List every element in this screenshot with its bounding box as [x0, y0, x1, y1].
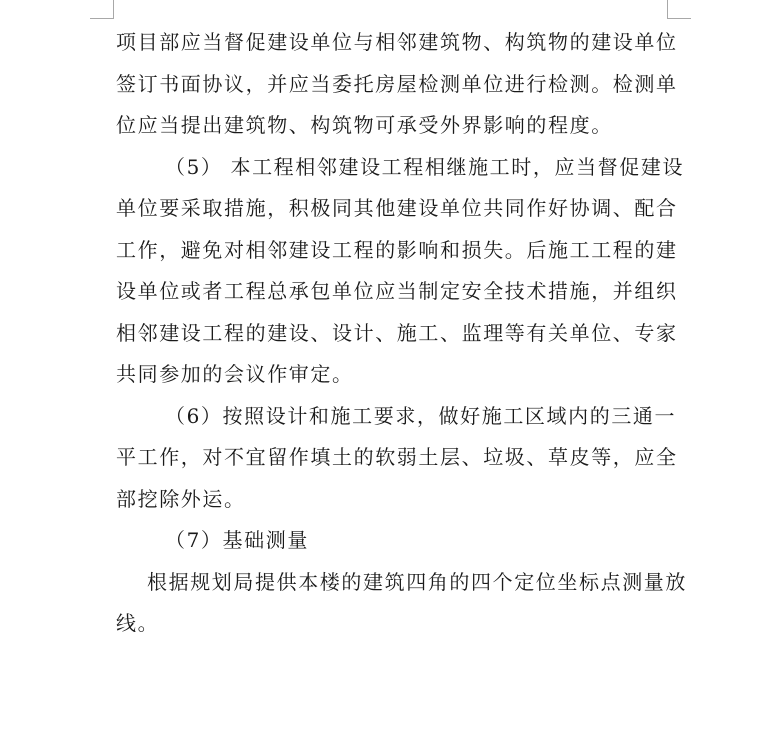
text-line: 项目部应当督促建设单位与相邻建筑物、构筑物的建设单位	[116, 30, 678, 54]
text-line: 工作，避免对相邻建设工程的影响和损失。后施工工程的建	[116, 237, 678, 262]
text-line: 位应当提出建筑物、构筑物可承受外界影响的程度。	[116, 113, 613, 137]
text-line: 部挖除外运。	[116, 486, 246, 511]
text-line: 平工作，对不宜留作填土的软弱土层、垃圾、草皮等，应全	[116, 445, 678, 469]
crop-mark-top-left-horizontal	[90, 18, 114, 19]
text-line: 根据规划局提供本楼的建筑四角的四个定位坐标点测量放	[147, 569, 687, 594]
body-text	[116, 22, 687, 645]
text-line: 单位要采取措施，积极同其他建设单位共同作好协调、配合	[116, 196, 678, 220]
text-line: 共同参加的会议作审定。	[116, 362, 354, 386]
crop-mark-top-right-horizontal	[667, 18, 691, 19]
text-line: 相邻建设工程的建设、设计、施工、监理等有关单位、专家	[116, 320, 678, 345]
text-line: （7）基础测量	[165, 528, 309, 552]
text-line: （5） 本工程相邻建设工程相继施工时，应当督促建设	[165, 154, 685, 179]
text-line: 线。	[116, 611, 160, 635]
crop-mark-top-left-vertical	[113, 0, 114, 19]
text-line: （6）按照设计和施工要求，做好施工区域内的三通一	[165, 403, 677, 428]
crop-mark-top-right-vertical	[667, 0, 668, 19]
text-line: 设单位或者工程总承包单位应当制定安全技术措施，并组织	[116, 279, 678, 303]
text-line: 签订书面协议，并应当委托房屋检测单位进行检测。检测单	[116, 71, 678, 96]
